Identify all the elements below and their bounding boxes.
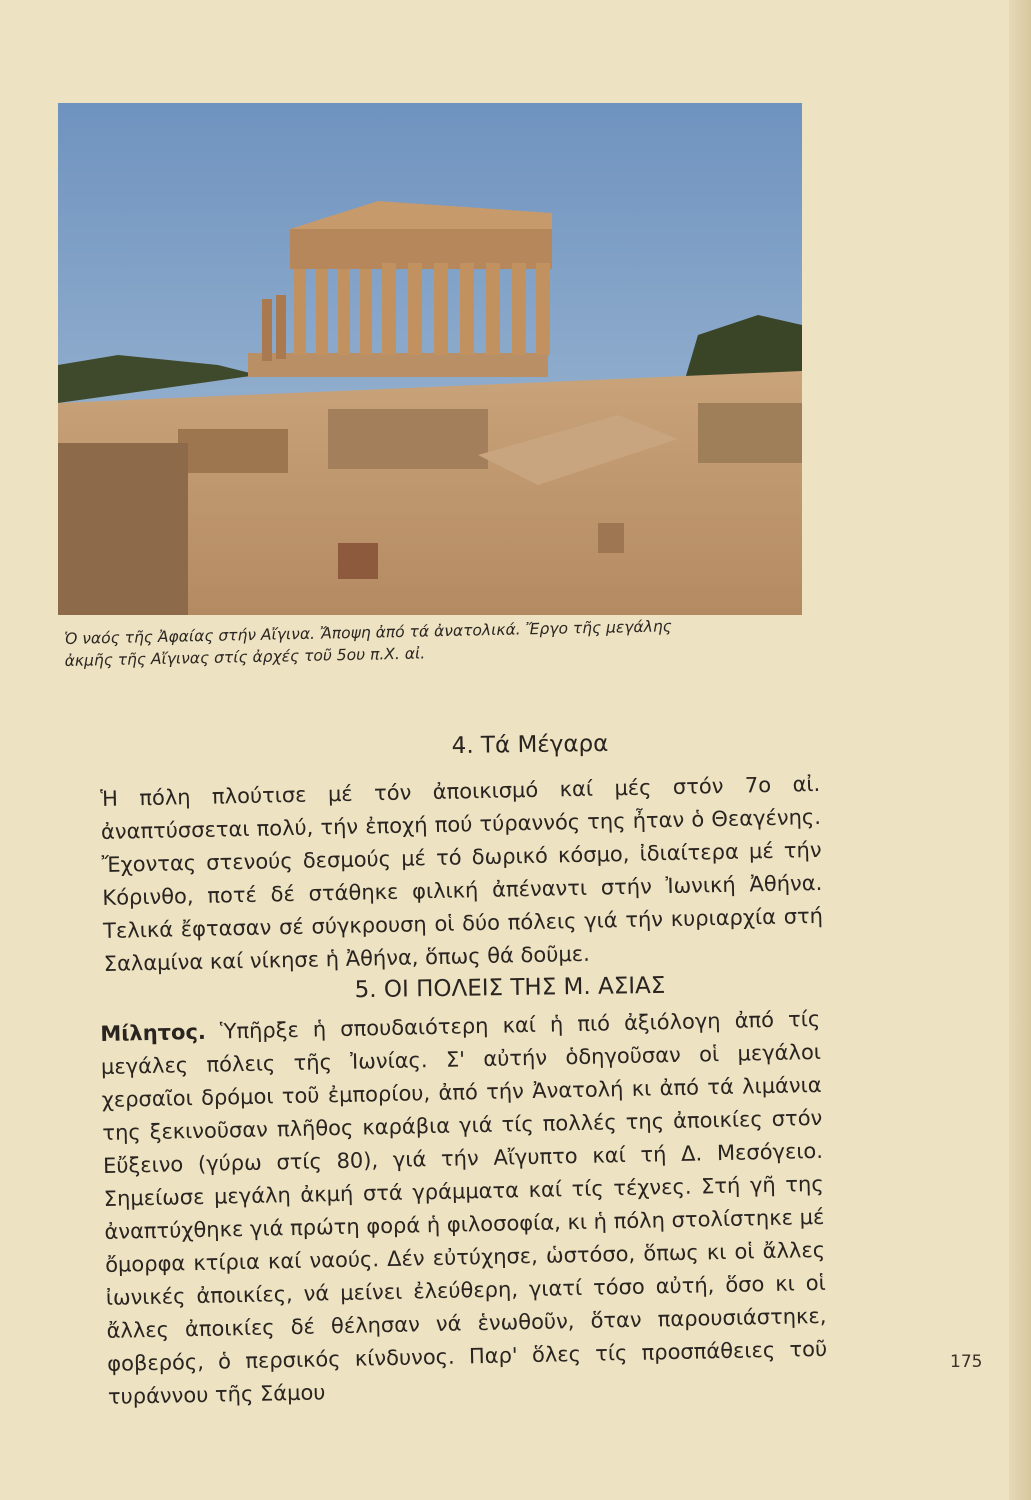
term-miletus: Μίλητος. xyxy=(100,1019,207,1046)
miletus-text: Ὑπῆρξε ἡ σπουδαιότερη καί ἡ πιό ἀξιόλογη ἀπό τίς μεγάλες πόλεις τῆς Ἰωνίας. Σ' αὐτήν ὁδηγοῦσαν οἱ μεγάλοι χερσαῖοι δρόμοι τοῦ ἐμπορίου, ἀπό τήν Ἀνατολή κι ἀπό τά λιμάνια της ξεκινοῦσαν πλῆθος καράβια γιά τίς πολλές της ἀποικίες στόν Εὔξεινο (γύρω στίς 80), γιά τήν Αἴγυπτο καί τή Δ. Μεσόγειο. Σημείωσε μεγάλη ἀκμή στά γράμματα καί τίς τέχνες. Στή γῆ της ἀναπτύχθηκε γιά πρώτη φορά ἡ φιλοσοφία, κι ἡ πόλη στολίστηκε μέ ὄμορφα κτίρια καί ναούς. Δέν εὐτύχησε, ὡστόσο, ὅπως κι οἱ ἄλλες ἰωνικές ἀποικίες, νά μείνει ἐλεύθερη, γιατί τόσο αὐτή, ὅσο κι οἱ ἄλλες ἀποικίες δέ θέλησαν νά ἑνωθοῦν, ὅταν παρουσιάστηκε, φοβερός, ὁ περσικός κίνδυνος. Παρ' ὅλες τίς προσπάθειες τοῦ τυράννου τῆς Σάμου xyxy=(100,1006,828,1409)
megara-paragraph: Ἡ πόλη πλούτισε μέ τόν ἀποικισμό καί μές στόν 7ο αἰ. ἀναπτύσσεται πολύ, τήν ἐποχή πού τύραννός της ἦταν ὁ Θεαγένης. Ἔχοντας στενούς δεσμούς μέ τό δωρικό κόσμο, ἰδιαίτερα μέ τήν Κόρινθο, ποτέ δέ στάθηκε φιλική ἀπέναντι στήν Ἰωνική Ἀθήνα. Τελικά ἔφτασαν σέ σύγκρουση οἱ δύο πόλεις γιά τήν κυριαρχία στή Σαλαμίνα καί νίκησε ἡ Ἀθήνα, ὅπως θά δοῦμε. xyxy=(100,771,824,976)
temple-illustration xyxy=(58,103,802,615)
asia-minor-paragraph-block xyxy=(100,1003,828,1414)
temple-photo xyxy=(58,103,802,615)
section-heading-megara: 4. Τά Μέγαρα xyxy=(451,730,609,760)
figure-caption xyxy=(64,613,805,672)
section-heading-asia-minor: 5. ΟΙ ΠΟΛΕΙΣ ΤΗΣ Μ. ΑΣΙΑΣ xyxy=(354,972,666,1004)
caption-line-2: ἀκμῆς τῆς Αἴγινας στίς ἀρχές τοῦ 5ου π.Χ. αἰ. xyxy=(64,644,426,670)
caption-line-1: Ὁ ναός τῆς Ἀφαίας στήν Αἴγινα. Ἄποψη ἀπό τά ἀνατολικά. Ἔργο τῆς μεγάλης xyxy=(64,617,672,648)
page-number: 175 xyxy=(950,1352,983,1372)
megara-paragraph-block xyxy=(100,768,824,981)
asia-minor-paragraph xyxy=(100,1003,828,1414)
